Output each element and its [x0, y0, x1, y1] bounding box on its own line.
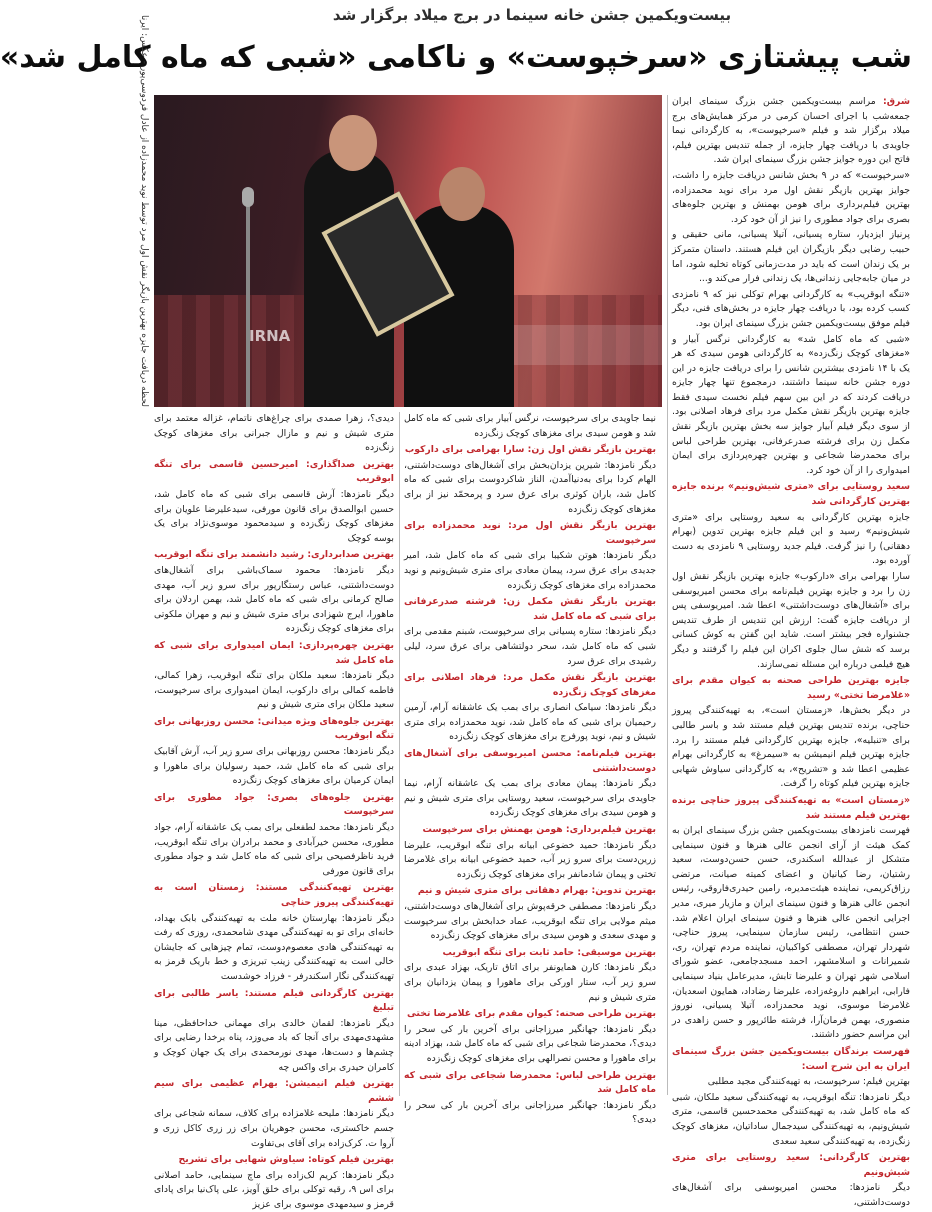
body-paragraph: دیگر نامزدها: آرش قاسمی برای شبی که ماه کامل شد، حسین ابوالصدق برای قانون مورفی، سیدعلیرضا علویان برای مغزهای کوچک زنگ‌زده و سیدمحمود موسوی‌نژاد برای یک بوسه کوچک [154, 488, 394, 544]
section-heading: بهترین فیلم انیمیشن: بهرام عظیمی برای سیم ششم [154, 1078, 394, 1104]
column-right [672, 95, 910, 1208]
body-paragraph: پرنیاز ایزدیار، ستاره پسیانی، آتیلا پسیانی، مانی حقیقی و حبیب رضایی دیگر بازیگران این فیلم هستند. داستان متمرکز بر یک زندان است که باید در مدت‌زمانی کوتاه تخلیه شود، اما در میان جابه‌جایی زندانی‌ها، یک زندانی فرار می‌کند و... [672, 229, 910, 285]
body-paragraph: دیگر نامزدها: شیرین یزدان‌بخش برای آشغال‌های دوست‌داشتنی، الهام کردا برای به‌دنیاآمدن، الناز شاکردوست برای شبی که ماه کامل شد، باران کوثری برای عرق سرد و پرمحمّد نیز از برای مغزهای کوچک زنگ‌زده [404, 459, 656, 515]
lead-source: شرق: [883, 96, 910, 107]
body-paragraph: دیگر نامزدها: جهانگیر میرزاجانی برای آخرین بار کی سحر را دیدی؟ [404, 1099, 656, 1126]
section-heading: بهترین بازیگر نقش اول مرد: نوید محمدزاده برای سرخپوست [404, 520, 656, 546]
body-paragraph: «شبی که ماه کامل شد» به کارگردانی نرگس آبیار و «مغزهای کوچک زنگ‌زده» به کارگردانی هومن سیدی که هر یک با ۱۴ نامزدی بیشترین شانس را برای دریافت جایزه در این دوره جشن خانه سینما داشتند، درمجموع تنها چهار جایزه دریافت کردند که در این بین سهم فیلم نخست سیدی فقط جایزه بهترین بازیگر نقش مکمل مرد برای فرهاد اصلانی بود. از سوی دیگر فیلم آبیار جوایز سه بخش بهترین بازیگر نقش مکمل زن برای فرشته صدرعرفانی، بهترین طراحی لباس برای محمدرضا شجاعی و بهترین چهره‌پردازی برای ایمان امیدواری را از آن خود کرد. [672, 333, 910, 476]
section-heading: بهترین فیلم‌نامه: محسن امیریوسفی برای آشغال‌های دوست‌داشتنی [404, 748, 656, 774]
body-paragraph: دیگر نامزدها: کارن همایونفر برای اتاق تاریک، بهزاد عبدی برای سرو زیر آب، ستار اورکی برای ماهورا و پیمان یزدانیان برای متری شیش و نیم [404, 962, 656, 1003]
photo-watermark: IRNA [249, 327, 291, 345]
body-paragraph: دیگر نامزدها: جهانگیر میرزاجانی برای آخرین بار کی سحر را دیدی؟، محمدرضا شجاعی برای شبی که ماه کامل شد، بهزاد ادینه برای ماهورا و محسن نصرالهی برای مغزهای کوچک زنگ‌زده [404, 1023, 656, 1064]
section-heading: بهترین تدوین: بهرام دهقانی برای متری شیش و نیم [417, 885, 656, 897]
body-paragraph: دیگر نامزدها: ستاره پسیانی برای سرخپوست، شبنم مقدمی برای شبی که ماه کامل شد، سحر دولتشاهی برای عرق سرد، لیلی رشیدی برای عرق سرد [404, 626, 656, 667]
body-paragraph: دیگر نامزدها: محمد لطفعلی برای بمب یک عاشقانه آرام، جواد مطوری، محسن خیرآبادی و محمد برادران برای تنگه ابوقریب، فرید ناظرفصیحی برای شبی که ماه کامل شد و جواد مطوری برای قانون مورفی [154, 822, 394, 877]
section-heading: بهترین صداگذاری: امیرحسین قاسمی برای تنگه ابوقریب [154, 458, 394, 485]
body-paragraph: در دیگر بخش‌ها، «زمستان است»، به تهیه‌کنندگی پیروز حناچی، برنده تندیس بهترین فیلم مستند شد و باسر طالبی برای «تنبلیه»، جایزه بهترین کارگردانی فیلم مستند را برد. جایزه بهترین فیلم انیمیشن به «سیمرغ» به کارگردانی بهرام عظیمی اعطا شد و «تشریح»، به کارگردانی سیاوش شهابی جایزه بهترین فیلم کوتاه را گرفت. [672, 705, 910, 790]
section-heading: بهترین فیلم کوتاه: سیاوش شهابی برای تشریح [178, 1154, 394, 1166]
body-paragraph: «تنگه ابوقریب» به کارگردانی بهرام توکلی نیز که ۹ نامزدی کسب کرده بود، با دریافت چهار جایزه در بخش‌های فنی، دیگر فیلم موفق بیست‌ویکمین جشن بزرگ سینمای ایران بود. [672, 288, 910, 329]
section-heading: بهترین جلوه‌های بصری: جواد مطوری برای سرخپوست [154, 791, 394, 818]
body-paragraph: «سرخپوست» که در ۹ بخش شانس دریافت جایزه را داشت، جوایز بهترین بازیگر نقش اول مرد برای نوید محمدزاده، بهترین فیلم‌برداری برای هومن بهمنش و بهترین جلوه‌های بصری برای جواد مطوری را نیز از آن خود کرد. [672, 169, 910, 225]
body-paragraph: دیگر نامزدها: محسن روزبهانی برای سرو زیر آب، آرش آقابیک برای شبی که ماه کامل شد، حمید رسولیان برای ماهورا و ایمان کرمیان برای مغزهای کوچک زنگ‌زده [154, 746, 394, 787]
column-middle [404, 412, 656, 1126]
section-heading: فهرست برندگان بیست‌ویکمین جشن بزرگ سینمای ایران به این شرح است: [672, 1046, 910, 1072]
column-left [154, 412, 395, 1210]
lead-text: مراسم بیست‌ویکمین جشن بزرگ سینمای ایران جمعه‌شب با اجرای احسان کرمی در مرکز همایش‌های برج میلاد برگزار شد و فیلم «سرخپوست»، به کارگردانی نیما جاویدی با دریافت چهار جایزه، از جمله تندیس بهترین فیلم، فاتح این دوره جوایز جشن بزرگ سینمای ایران شد. [672, 96, 910, 166]
body-paragraph: سارا بهرامی برای «دارکوب» جایزه بهترین بازیگر نقش اول زن را برد و جایزه بهترین فیلم‌نامه برای محسن امیریوسفی برای «آشغال‌های دوست‌داشتنی» اعطا شد. امیریوسفی پس از دریافت جایزه گفت: ارزش این تندیس از طرف تندیس جشنواره فجر بیشتر است. شاید این گفتن به کوش کسانی برسد که شش سال جلوی اکران این فیلم را گرفتند و دیگر هیچ فیلمی درباره این مسئله نمی‌سازند. [672, 571, 910, 670]
section-heading: بهترین چهره‌پردازی: ایمان امیدواری برای شبی که ماه کامل شد [154, 639, 394, 666]
body-paragraph: نیما جاویدی برای سرخپوست، نرگس آبیار برای شبی که ماه کامل شد و هومن سیدی برای مغزهای کوچک زنگ‌زده [404, 413, 656, 439]
section-heading: بهترین صدابرداری: رشید دانشمند برای تنگه ابوقریب [154, 549, 394, 561]
body-paragraph: دیدی؟، زهرا صمدی برای چراغ‌های ناتمام، غزاله معتمد برای متری شیش و نیم و مازال جبرانی برای مغزهای کوچک زنگ‌زده [154, 413, 394, 454]
body-paragraph: فهرست نامزدهای بیست‌ویکمین جشن بزرگ سینمای ایران به کمک هیئت از آرای انجمن عالی هنرها و فنون سینمایی متشکل از عبدالله اسکندری، حسن حسن‌دوست، سعید رشتیان، رضا کیانیان و اعضای کمیته صیانت، مرتضی رزاق‌کریمی، نماینده هیئت‌مدیره، رامین حیدری‌فاروقی، رئیس انجمن عالی هنرها و فنون سینمای ایران و مازیار میری، مدیر اجرایی انجمن عالی هنرها و فنون سینمای ایران اعلام شد. حسن انتظامی، رئیس سازمان سینمایی، پیروز حناچی، شهردار تهران، مصطفی کواکبیان، نماینده مردم تهران، ری، شمیرانات و اسلامشهر، احمد مسجدجامعی، عضو شورای اسلامی شهر تهران و علیرضا تابش، مدیرعامل بنیاد سینمایی فارابی، ابراهیم داروغه‌زاده، علیرضا رضاداد، همایون اسعدیان، غلامرضا موسوی، نوید محمدزاده، آتیلا پسیانی، نوروز منصوری، بهمن فرمان‌آرا، فرشته طائرپور و حسن زاهدی در این مراسم حضور داشتند. [672, 825, 910, 1041]
body-paragraph: دیگر نامزدها: سیامک انصاری برای بمب یک عاشقانه آرام، آرمین رحیمیان برای شبی که ماه کامل شد، نوید محمدزاده برای متری شیش و نیم، نوید پورفرج برای مغزهای کوچک زنگ‌زده [404, 702, 656, 743]
article-kicker: بیست‌ویکمین جشن خانه سینما در برج میلاد برگزار شد [332, 6, 732, 24]
body-paragraph: دیگر نامزدها: لقمان خالدی برای مهمانی خداحافظی، مینا مشهدی‌مهدی برای آنجا که باد می‌وزد، پناه برخدا رضایی برای چشم‌ها و دست‌ها، مهدی نورمحمدی برای یک جهان کوچک و کامران حیدری برای واکس چه [154, 1017, 394, 1073]
section-heading: بهترین بازیگر نقش مکمل مرد: فرهاد اصلانی برای مغزهای کوچک زنگ‌زده [404, 672, 656, 698]
section-heading: بهترین کارگردانی: سعید روستایی برای متری شیش‌ونیم [672, 1152, 910, 1178]
section-heading: بهترین طراحی لباس: محمدرضا شجاعی برای شبی که ماه کامل شد [404, 1069, 656, 1096]
section-heading: بهترین موسیقی: حامد ثابت برای تنگه ابوقریب [442, 946, 656, 958]
article-photo [154, 95, 662, 407]
lead-paragraph [672, 95, 910, 168]
body-paragraph: دیگر نامزدها: محمود سماک‌باشی برای آشغال‌های دوست‌داشتنی، عباس رستگارپور برای سرو زیر آب، مهدی صالح کرمانی برای شبی که ماه کامل شد، بهمن اردلان برای ماهورا، ایرج شهزادی برای متری شیش و نیم و مهران ملکوتی برای مغزهای کوچک زنگ‌زده [154, 564, 394, 635]
section-heading: «زمستان است» به تهیه‌کنندگی پیروز حناچی برنده بهترین فیلم مستند شد [672, 794, 910, 821]
photo-caption: لحظه دریافت جایزه بهترین بازیگر نقش اول مرد توسط نوید محمدزاده از عادل فردوسی‌پور - عکس: ایرنا [139, 15, 149, 407]
body-paragraph: جایزه بهترین کارگردانی به سعید روستایی برای «متری شیش‌ونیم» رسید و این فیلم جایزه بهترین تدوین (بهرام دهقانی) را نیز گرفت. فیلم جدید روستایی ۹ نامزدی به دست آورده بود. [672, 511, 910, 567]
section-heading: بهترین بازیگر نقش مکمل زن: فرشته صدرعرفانی برای شبی که ماه کامل شد [404, 596, 656, 622]
body-paragraph: دیگر نامزدها: تنگه ابوقریب، به تهیه‌کنندگی سعید ملکان، شبی که ماه کامل شد، به تهیه‌کنندگی محمدحسین قاسمی، متری شیش‌ونیم، به تهیه‌کنندگی سیدجمال ساداتیان، مغزهای کوچک زنگ‌زده، به تهیه‌کنندگی سعید سعدی [672, 1091, 910, 1147]
body-paragraph: دیگر نامزدها: ملیحه غلامزاده برای کلاف، سمانه شجاعی برای جسم خاکستری، محسن جوهریان برای زر زری کاکل زری و آروا ت. کرک‌زاده برای آقای بی‌تفاوت [154, 1108, 394, 1149]
body-paragraph: دیگر نامزدها: بهارستان خانه ملت به تهیه‌کنندگی بابک بهداد، خانه‌ای برای تو به تهیه‌کنندگی مهدی شامحمدی، روزی که رفت به تهیه‌کنندگی هادی معصوم‌دوست، تمام چیزهایی که جایشان خالی است به تهیه‌کنندگی زینب تبریزی و خط باریک قرمز به تهیه‌کنندگی نگار اسکندرفر - فرزاد خوشدست [154, 912, 394, 982]
section-heading: بهترین جلوه‌های ویژه میدانی: محسن روزبهانی برای تنگه ابوقریب [154, 715, 394, 742]
body-paragraph: دیگر نامزدها: مصطفی خرقه‌پوش برای آشغال‌های دوست‌داشتنی، میثم مولایی برای تنگه ابوقریب، عماد خدابخش برای سرخپوست و مهدی سعدی و هومن سیدی برای مغزهای کوچک زنگ‌زده [404, 901, 656, 942]
body-paragraph: دیگر نامزدها: پیمان معادی برای بمب یک عاشقانه آرام، نیما جاویدی برای سرخپوست، سعید روستایی برای متری شیش و نیم و هومن سیدی برای مغزهای کوچک زنگ‌زده [404, 778, 656, 819]
section-heading: بهترین کارگردانی فیلم مستند: یاسر طالبی برای تبلیغ [154, 987, 394, 1014]
article-headline: شب پیشتازی «سرخپوست» و ناکامی «شبی که ماه کامل شد» [0, 40, 912, 75]
body-paragraph: دیگر نامزدها: محسن امیریوسفی برای آشغال‌های دوست‌داشتنی، [672, 1182, 910, 1208]
body-paragraph: دیگر نامزدها: هوتن شکیبا برای شبی که ماه کامل شد، امیر جدیدی برای عرق سرد، پیمان معادی برای متری شیش‌ونیم و نوید محمدزاده برای مغزهای کوچک زنگ‌زده [404, 550, 656, 591]
section-heading: سعید روستایی برای «متری شیش‌ونیم» برنده جایزه بهترین کارگردانی شد [672, 481, 910, 508]
section-heading: بهترین تهیه‌کنندگی مستند: زمستان است به تهیه‌کنندگی پیروز حناچی [154, 882, 394, 908]
section-heading: بهترین فیلم‌برداری: هومن بهمنش برای سرخپوست [422, 824, 656, 836]
section-heading: بهترین بازیگر نقش اول زن: سارا بهرامی برای دارکوب [404, 444, 656, 456]
body-paragraph: دیگر نامزدها: کریم لک‌زاده برای ماچ سینمایی، حامد اصلانی برای اس ۹، رقیه توکلی برای خلق آویز، علی پاک‌نیا برای پادای قرمز و سیدمهدی موسوی برای عزیز [154, 1169, 395, 1210]
body-paragraph: دیگر نامزدها: سعید ملکان برای تنگه ابوقریب، زهرا کمالی، فاطمه کمالی برای دارکوب، ایمان امیدواری برای سرخپوست، سعید ملکان برای متری شیش و نیم [154, 670, 394, 711]
body-paragraph: بهترین فیلم: سرخپوست، به تهیه‌کنندگی مجید مطلبی [707, 1076, 910, 1088]
section-heading: بهترین طراحی صحنه: کیوان مقدم برای غلامرضا تختی [407, 1008, 656, 1020]
body-paragraph: دیگر نامزدها: حمید خضوعی ابیانه برای تنگه ابوقریب، علیرضا زرین‌دست برای سرو زیر آب، حمید خضوعی ابیانه برای غلامرضا تختی و پیمان شادمانفر برای مغزهای کوچک زنگ‌زده [404, 839, 656, 880]
section-heading: جایزه بهترین طراحی صحنه به کیوان مقدم برای «غلامرضا تختی» رسید [672, 675, 910, 701]
